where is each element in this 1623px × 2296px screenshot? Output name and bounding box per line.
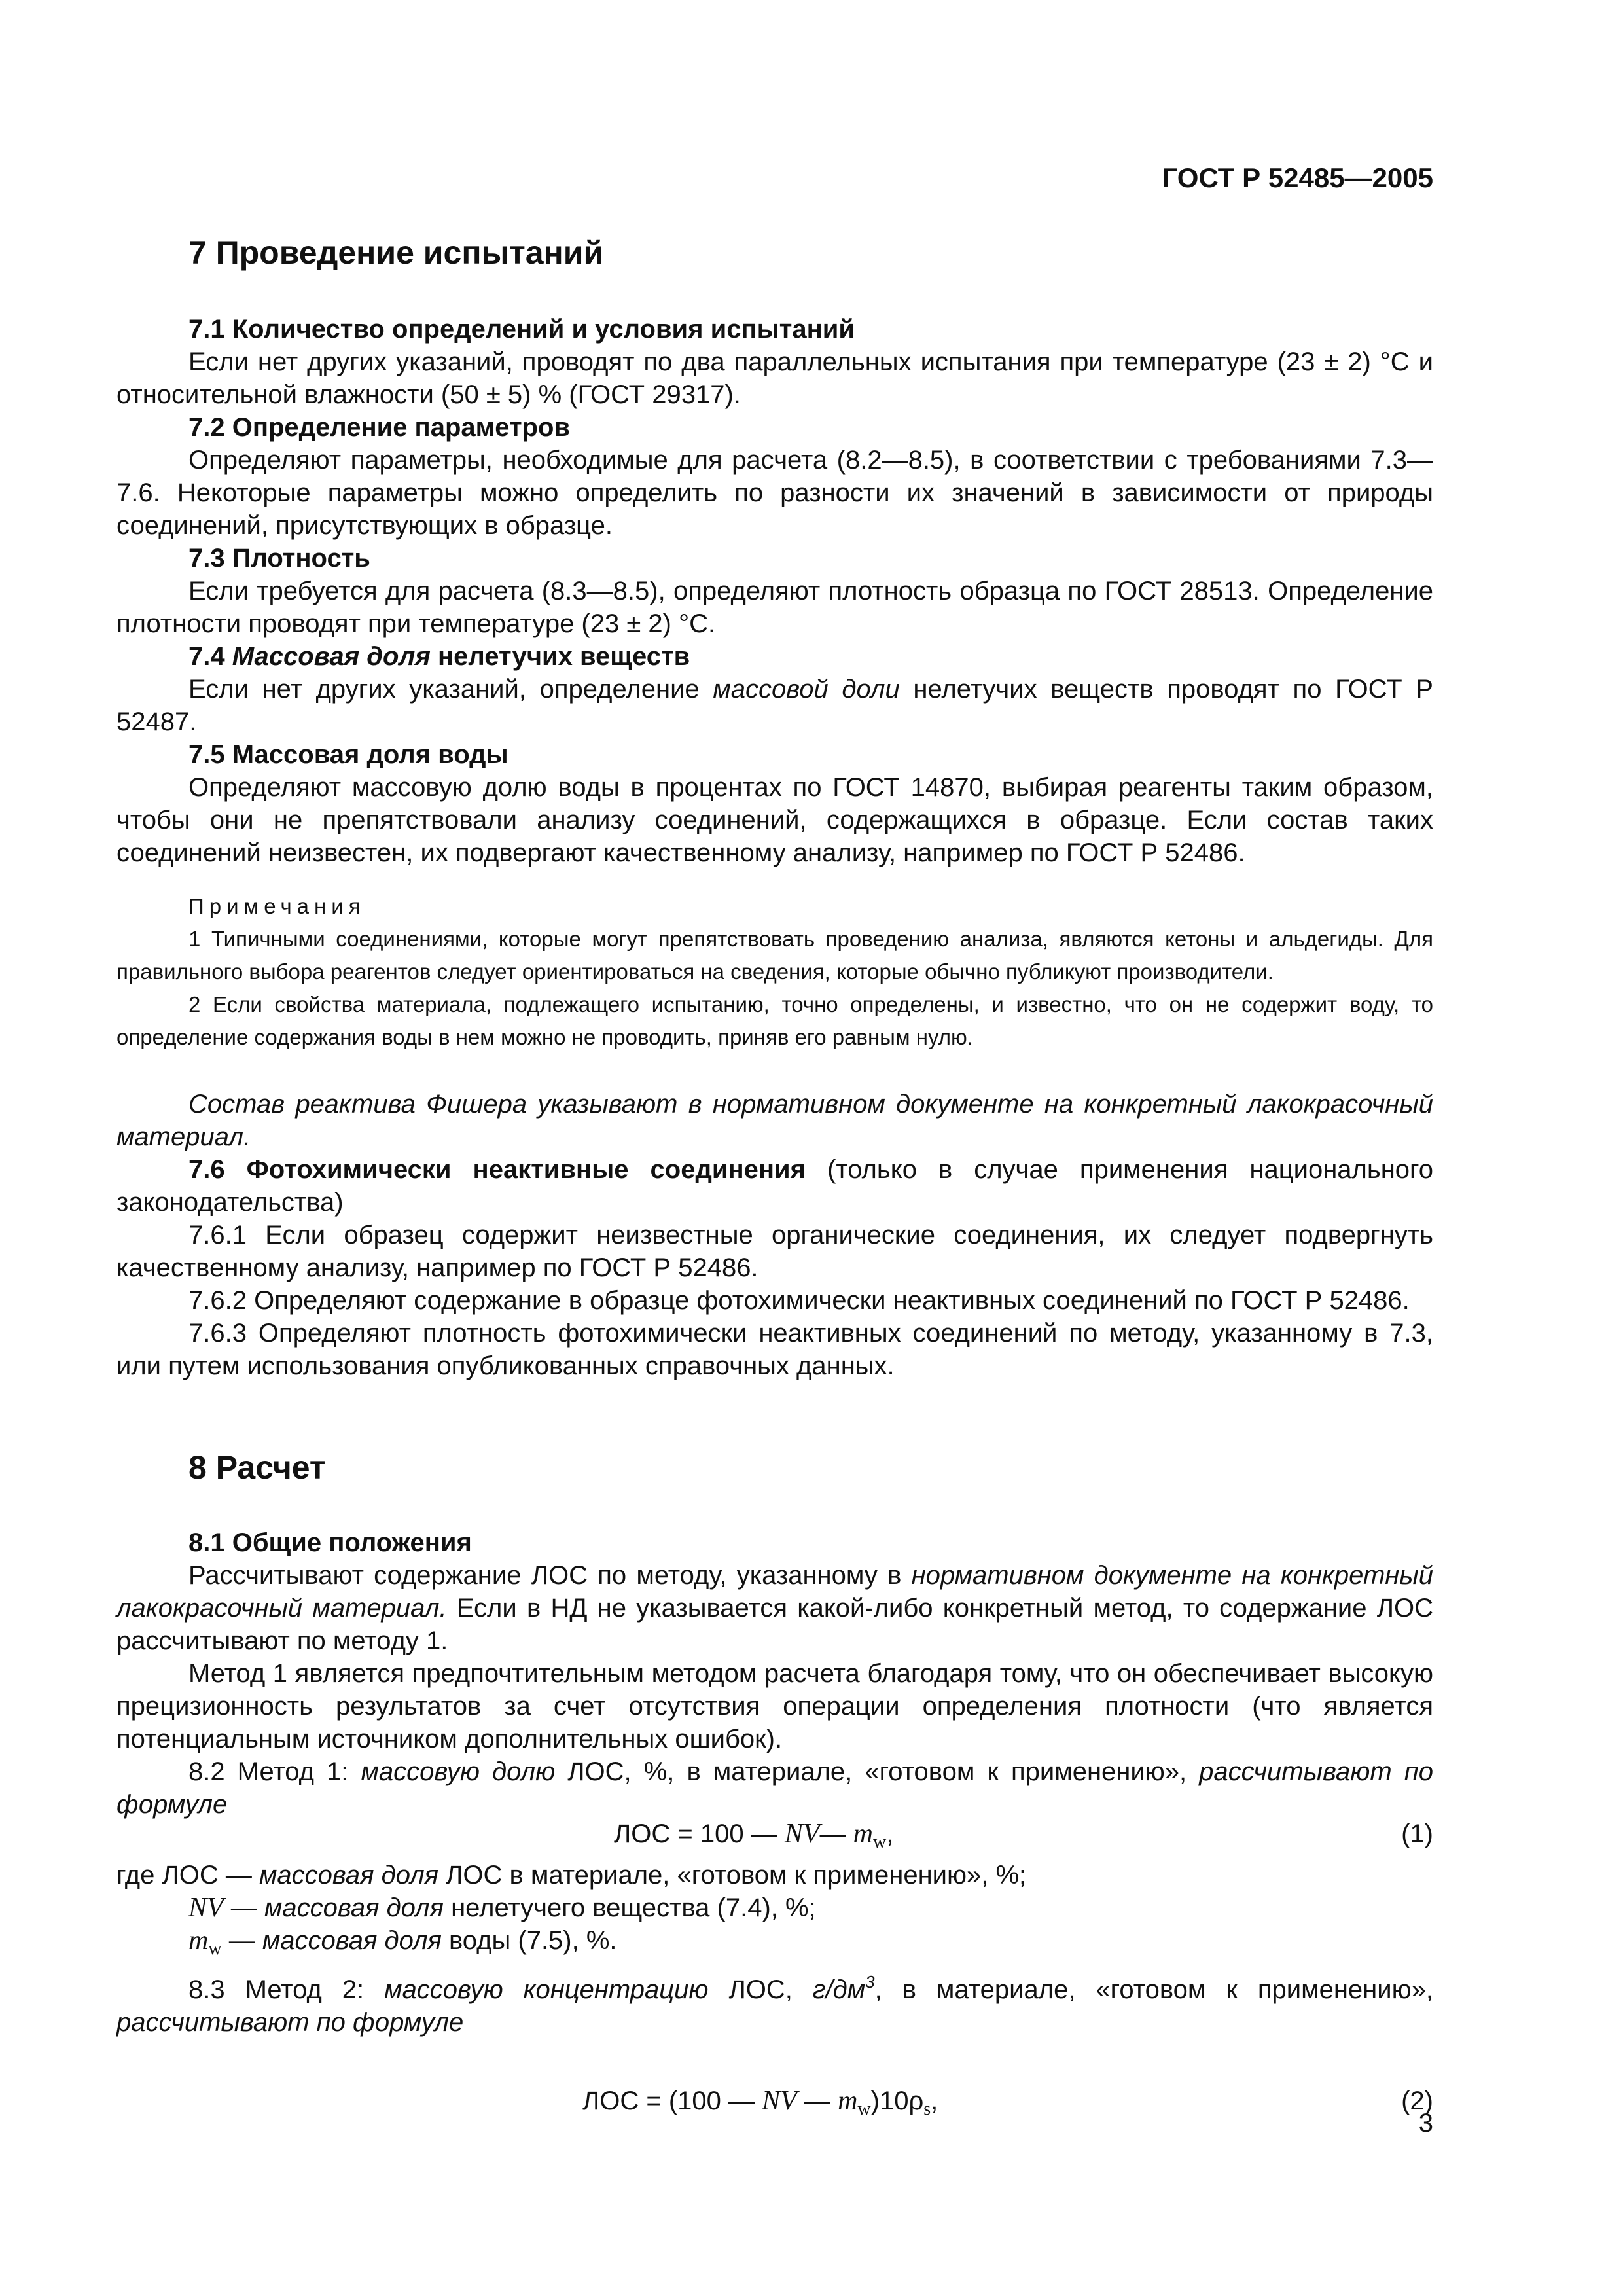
section-7 bbox=[116, 233, 1433, 272]
subsection-7-4-number: 7.4 bbox=[188, 642, 225, 671]
text-run-italic: рассчитывают по формуле bbox=[116, 2008, 464, 2037]
eq-text: — bbox=[819, 1820, 846, 1848]
text-run-italic: массовой доли bbox=[713, 675, 900, 704]
text-run-italic: массовая доля bbox=[262, 1926, 442, 1955]
text-run: воды (7.5), %. bbox=[449, 1926, 617, 1955]
text-run: Если нет других указаний, определение bbox=[188, 675, 700, 704]
subsection-7-6 bbox=[116, 1153, 1433, 1219]
standard-header: ГОСТ Р 52485—2005 bbox=[1162, 162, 1433, 193]
legend-los bbox=[116, 1859, 1433, 1892]
eq-subscript: s bbox=[923, 2099, 931, 2119]
text-run-italic: массовую концентрацию bbox=[384, 1975, 709, 2004]
equation-1-formula bbox=[614, 1814, 893, 1862]
section-7-body-continued bbox=[116, 1088, 1433, 1382]
subsection-8-1-title: 8.1 Общие положения bbox=[188, 1528, 472, 1557]
eq-text: , bbox=[886, 1820, 894, 1848]
eq-text: — bbox=[804, 2087, 830, 2115]
subsection-7-5-text: Определяют массовую долю воды в процентах по ГОСТ 14870, выбирая реагенты таким образом, чтобы они не препятствовали анализу соединений, содержащихся в образце. Если состав таких соединений неизвестен, их подвергают качественному анализу, например по ГОСТ Р 52486. bbox=[116, 773, 1433, 867]
subsection-8-1-text bbox=[116, 1559, 1433, 1657]
text-run: ЛОС в материале, «готовом к применению», %; bbox=[446, 1861, 1027, 1890]
fisher-reagent-text: Состав реактива Фишера указывают в нормативном документе на конкретный лакокрасочный материал. bbox=[116, 1090, 1433, 1151]
subsection-7-4-title bbox=[116, 640, 1433, 673]
section-7-title: 7 Проведение испытаний bbox=[188, 234, 604, 271]
text-run-italic: рассчитывают по формуле bbox=[116, 1757, 1434, 1819]
subsection-7-1-text: Если нет других указаний, проводят по два параллельных испытания при температуре (23 ± 2) °С и относительной влажности (50 ± 5) % (ГОСТ 29317). bbox=[116, 348, 1433, 409]
text-run-italic: нормативном документе на конкретный лакокрасочный материал. bbox=[116, 1561, 1433, 1623]
text-run: нелетучих веществ проводят по ГОСТ Р 52487. bbox=[116, 675, 1433, 736]
section-7-body bbox=[116, 313, 1433, 869]
text-run: — bbox=[228, 1926, 255, 1955]
equation-2-number: (2) bbox=[1401, 2087, 1433, 2115]
note-1: 1 Типичными соединениями, которые могут препятствовать проведению анализа, являются кетоны и альдегиды. Для правильного выбора реагентов следует ориентироваться на сведения, которые обычно публикуют производители. bbox=[116, 927, 1433, 984]
text-run-italic: массовая доля bbox=[264, 1893, 444, 1922]
subsection-7-3-title: 7.3 Плотность bbox=[188, 544, 370, 573]
equation-2 bbox=[116, 2081, 1433, 2121]
eq-text: ЛОС = (100 — bbox=[582, 2087, 755, 2115]
unit-superscript: 3 bbox=[865, 1972, 875, 1992]
eq-subscript: w bbox=[857, 2099, 871, 2119]
unit-text: г/дм bbox=[812, 1975, 866, 2004]
subsection-7-4-title-rest: нелетучих веществ bbox=[437, 642, 690, 671]
subsection-7-4-title-italic: Массовая доля bbox=[232, 642, 431, 671]
equation-1-number: (1) bbox=[1401, 1820, 1433, 1848]
subsection-7-3-text: Если требуется для расчета (8.3—8.5), определяют плотность образца по ГОСТ 28513. Определение плотности проводят при температуре (23 ± 2) °С. bbox=[116, 577, 1433, 638]
equation-1-legend bbox=[116, 1859, 1433, 2039]
equation-1 bbox=[116, 1814, 1433, 1854]
text-run: где ЛОС — bbox=[116, 1861, 252, 1890]
eq-symbol-nv: NV bbox=[188, 1893, 224, 1923]
text-run: , в материале, «готовом к применению», bbox=[874, 1975, 1433, 2004]
eq-symbol-m: m bbox=[838, 2086, 858, 2116]
eq-text: , bbox=[931, 2087, 938, 2115]
subsection-7-6-1: 7.6.1 Если образец содержит неизвестные органические соединения, их следует подвергнуть качественному анализу, например по ГОСТ Р 52486. bbox=[116, 1221, 1433, 1282]
text-run: 8.2 Метод 1: bbox=[188, 1757, 349, 1786]
subsection-7-4-text bbox=[116, 673, 1433, 738]
section-8 bbox=[116, 1448, 1433, 1487]
subsection-7-6-3: 7.6.3 Определяют плотность фотохимически неактивных соединений по методу, указанному в 7.3, или путем использования опубликованных справочных данных. bbox=[116, 1319, 1433, 1380]
eq-text: ЛОС = 100 — bbox=[614, 1820, 777, 1848]
subsection-7-6-title: 7.6 Фотохимически неактивные соединения bbox=[188, 1155, 806, 1184]
text-run-italic: массовую долю bbox=[361, 1757, 556, 1786]
notes-label: Примечания bbox=[188, 894, 366, 918]
equation-2-formula bbox=[582, 2081, 938, 2129]
subsection-7-1-title: 7.1 Количество определений и условия испытаний bbox=[188, 315, 855, 344]
subsection-7-2-title: 7.2 Определение параметров bbox=[188, 413, 570, 442]
subsection-8-1-paragraph-2: Метод 1 является предпочтительным методом расчета благодаря тому, что он обеспечивает высокую прецизионность результатов за счет отсутствия операции определения плотности (что является потенциальным источником дополнительных ошибок). bbox=[116, 1659, 1433, 1753]
text-run: ЛОС, %, в материале, «готовом к применению», bbox=[567, 1757, 1187, 1786]
subsection-8-2 bbox=[116, 1755, 1433, 1821]
text-run: 8.3 Метод 2: bbox=[188, 1975, 365, 2004]
legend-nv bbox=[116, 1892, 1433, 1924]
legend-mw bbox=[116, 1924, 1433, 1965]
notes-block bbox=[116, 890, 1433, 1054]
eq-symbol-m: m bbox=[853, 1819, 873, 1849]
text-run: нелетучего вещества (7.4), %; bbox=[451, 1893, 816, 1922]
page-number: 3 bbox=[1418, 2109, 1433, 2138]
text-run: Если в НД не указывается какой-либо конкретный метод, то содержание ЛОС рассчитывают по методу 1. bbox=[116, 1594, 1433, 1655]
text-run-italic: массовая доля bbox=[259, 1861, 439, 1890]
text-run: Рассчитывают содержание ЛОС по методу, указанному в bbox=[188, 1561, 902, 1590]
eq-subscript: w bbox=[872, 1832, 887, 1852]
subsection-7-6-title-rest: (только в случае применения национального законодательства) bbox=[116, 1155, 1433, 1217]
subsection-7-5-title: 7.5 Массовая доля воды bbox=[188, 740, 508, 769]
section-8-body bbox=[116, 1526, 1433, 1821]
note-2: 2 Если свойства материала, подлежащего испытанию, точно определены, и известно, что он не содержит воду, то определение содержания воды в нем можно не проводить, приняв его равным нулю. bbox=[116, 992, 1433, 1049]
eq-symbol-m: m bbox=[188, 1926, 209, 1956]
subsection-7-2-text: Определяют параметры, необходимые для расчета (8.2—8.5), в соответствии с требованиями 7.3—7.6. Некоторые параметры можно определить по разности их значений в зависимости от природы соединений, присутствующих в образце. bbox=[116, 446, 1433, 540]
eq-symbol-nv: NV bbox=[784, 1819, 820, 1849]
subsection-8-3 bbox=[116, 1965, 1433, 2039]
text-run: ЛОС, bbox=[728, 1975, 793, 2004]
eq-subscript: w bbox=[208, 1939, 222, 1959]
subsection-7-6-2: 7.6.2 Определяют содержание в образце фотохимически неактивных соединений по ГОСТ Р 52486. bbox=[188, 1286, 1410, 1315]
eq-symbol-nv: NV bbox=[762, 2086, 797, 2116]
eq-text: )10ρ bbox=[870, 2087, 924, 2115]
section-8-title: 8 Расчет bbox=[188, 1449, 326, 1486]
text-run: — bbox=[230, 1893, 257, 1922]
